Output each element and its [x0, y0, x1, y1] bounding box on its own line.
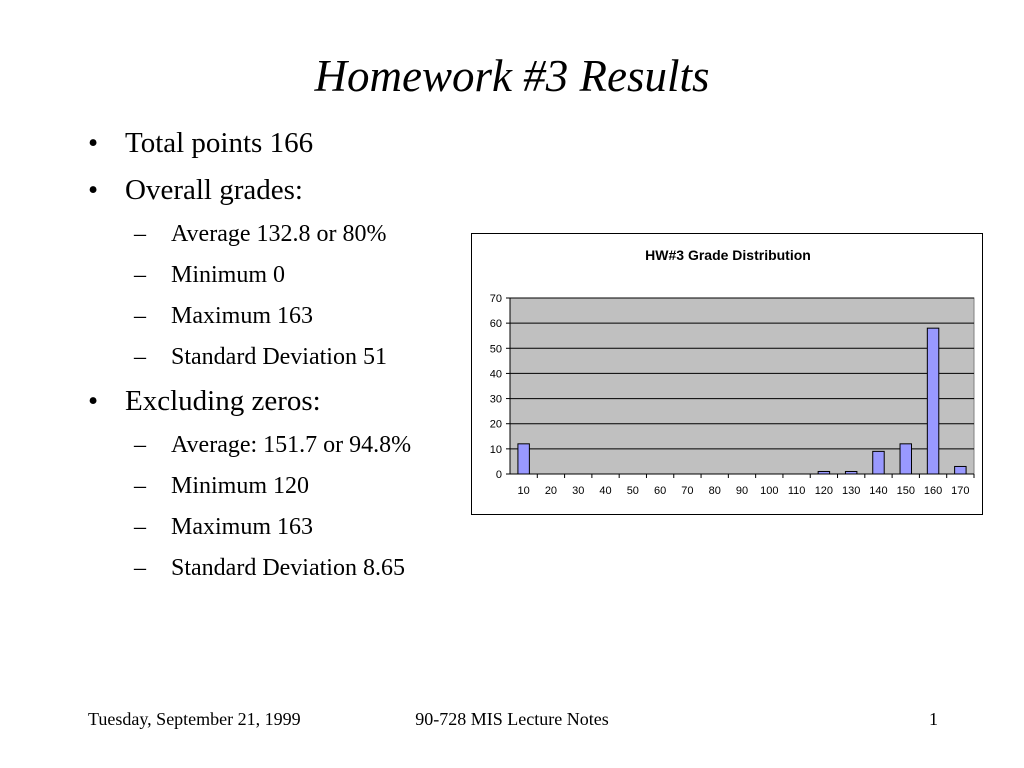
bar	[900, 444, 911, 474]
sub-bullet-item	[88, 470, 468, 502]
y-tick-label: 20	[489, 418, 502, 431]
grade-distribution-chart	[471, 233, 983, 515]
sub-bullet-marker: –	[134, 473, 146, 499]
bar	[927, 328, 938, 474]
x-tick-label: 40	[599, 485, 612, 497]
x-tick-label: 170	[951, 485, 970, 497]
footer-course: 90-728 MIS Lecture Notes	[415, 709, 609, 729]
x-tick-label: 120	[814, 485, 834, 497]
sub-bullet-marker: –	[134, 432, 146, 458]
bullet-marker: •	[88, 127, 99, 159]
bullet-item	[88, 171, 468, 209]
sub-bullet-item	[88, 218, 468, 250]
sub-bullet-text: Minimum 120	[171, 473, 310, 499]
x-tick-label: 20	[544, 485, 558, 497]
bullet-text: Overall grades:	[125, 174, 303, 206]
x-tick-label: 130	[841, 485, 861, 497]
bullet-text: Total points 166	[125, 127, 314, 159]
bullet-marker: •	[88, 174, 99, 206]
bar	[518, 444, 529, 474]
bullet-item	[88, 124, 468, 162]
sub-bullet-item	[88, 300, 468, 332]
sub-bullet-text: Minimum 0	[171, 262, 286, 288]
y-tick-label: 70	[489, 293, 502, 305]
sub-bullet-item	[88, 259, 468, 291]
bullet-item	[88, 382, 468, 420]
bullet-list	[88, 124, 468, 593]
bar	[845, 471, 856, 474]
x-tick-label: 150	[896, 485, 915, 497]
sub-bullet-text: Average 132.8 or 80%	[171, 221, 387, 247]
sub-bullet-text: Average: 151.7 or 94.8%	[171, 432, 412, 458]
footer-date: Tuesday, September 21, 1999	[88, 709, 301, 729]
sub-bullet-marker: –	[134, 514, 146, 540]
sub-bullet-item	[88, 429, 468, 461]
sub-bullet-marker: –	[134, 344, 146, 370]
sub-bullet-text: Standard Deviation 51	[171, 344, 387, 370]
x-tick-label: 140	[869, 485, 888, 497]
sub-bullet-item	[88, 341, 468, 373]
y-tick-label: 10	[489, 443, 502, 456]
sub-bullet-text: Maximum 163	[171, 514, 313, 540]
sub-bullet-marker: –	[134, 303, 146, 329]
sub-bullet-text: Maximum 163	[171, 303, 313, 329]
bar	[873, 451, 884, 474]
sub-bullet-marker: –	[134, 221, 146, 247]
x-tick-label: 70	[681, 485, 694, 497]
y-tick-label: 0	[495, 469, 502, 481]
bullet-marker: •	[88, 385, 99, 417]
x-tick-label: 100	[760, 485, 779, 497]
y-tick-label: 30	[489, 393, 502, 406]
sub-bullet-marker: –	[134, 262, 146, 288]
y-tick-label: 60	[489, 318, 502, 331]
x-tick-label: 80	[708, 485, 721, 497]
sub-bullet-item	[88, 552, 468, 584]
x-tick-label: 90	[735, 485, 749, 497]
x-tick-label: 160	[923, 485, 943, 497]
bar	[818, 471, 829, 474]
bar	[955, 466, 966, 474]
x-tick-label: 30	[572, 485, 585, 497]
slide-title: Homework #3 Results	[314, 51, 710, 101]
x-tick-label: 10	[517, 485, 530, 497]
chart-title: HW#3 Grade Distribution	[645, 247, 811, 263]
sub-bullet-item	[88, 511, 468, 543]
x-tick-label: 50	[626, 485, 639, 497]
y-tick-label: 50	[489, 343, 502, 356]
y-tick-label: 40	[489, 368, 502, 381]
footer-page-number: 1	[929, 709, 938, 729]
x-tick-label: 60	[653, 485, 667, 497]
sub-bullet-text: Standard Deviation 8.65	[171, 555, 405, 581]
x-tick-label: 110	[787, 485, 806, 497]
sub-bullet-marker: –	[134, 555, 146, 581]
bullet-text: Excluding zeros:	[125, 385, 321, 417]
chart-canvas	[472, 234, 982, 514]
